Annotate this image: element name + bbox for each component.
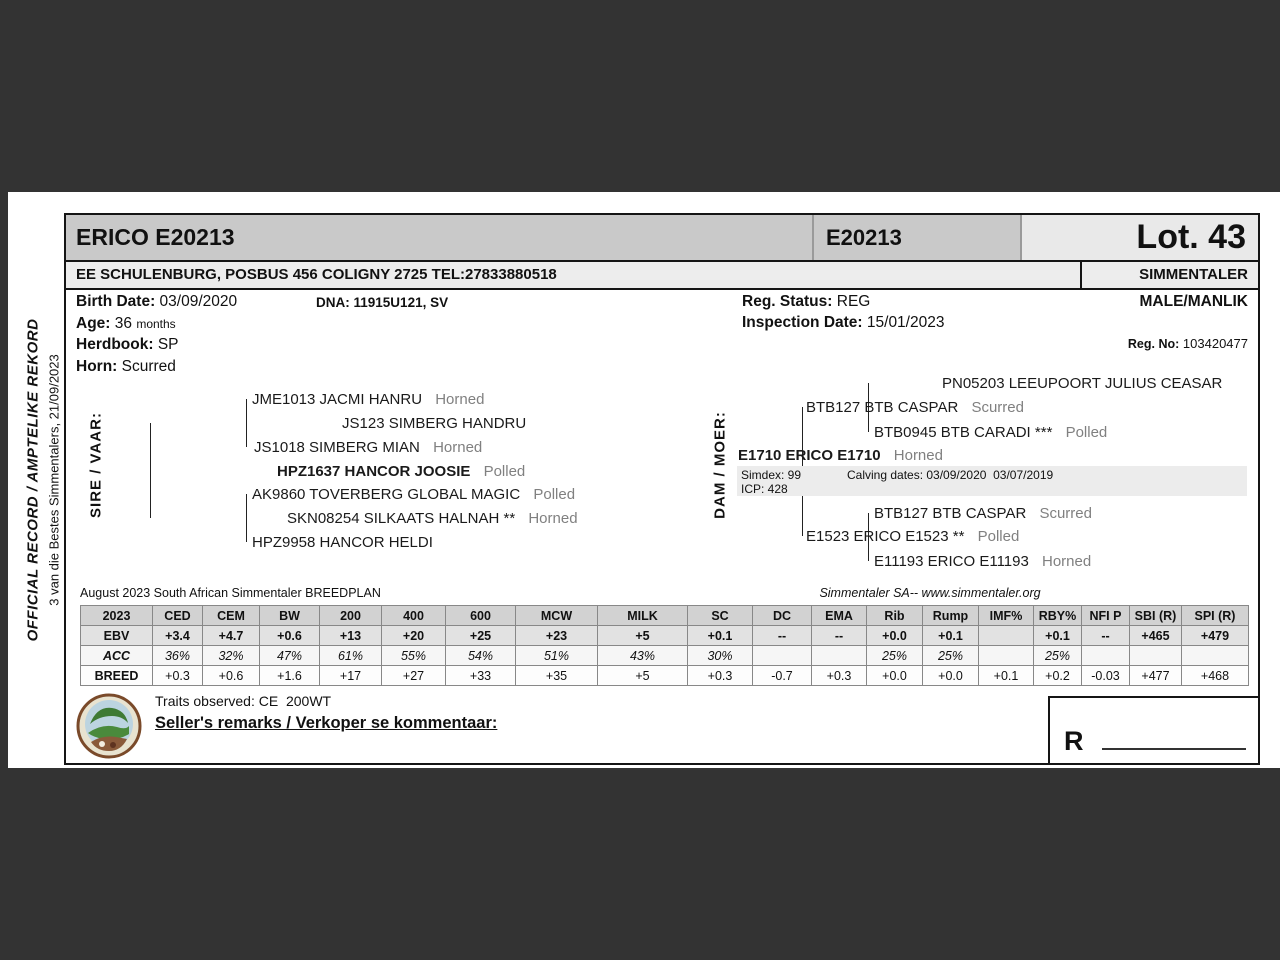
breed-cell: -0.7 <box>753 666 812 686</box>
animal-name: JS1018 SIMBERG MIAN <box>254 439 420 456</box>
simdex-value: Simdex: 99 <box>741 468 802 482</box>
ebv-table <box>80 605 1249 686</box>
acc-cell <box>1130 646 1182 666</box>
acc-cell: 54% <box>446 646 516 666</box>
col-header: RBY% <box>1034 606 1082 626</box>
reg-status-label: Reg. Status: <box>742 293 833 310</box>
dam-heading: DAM / MOER: <box>711 411 729 519</box>
side-text-sale-name: 3 van die Bestes Simmentalers, 21/09/2023 <box>46 354 62 606</box>
pedigree-entry <box>874 424 1107 441</box>
col-header: SBI (R) <box>1130 606 1182 626</box>
ebv-cell: +465 <box>1130 626 1182 646</box>
animal-name: AK9860 TOVERBERG GLOBAL MAGIC <box>252 486 521 503</box>
horn-status: Scurred <box>1039 505 1092 522</box>
pedigree-entry <box>252 534 442 551</box>
col-header: Rump <box>923 606 979 626</box>
acc-cell: 30% <box>688 646 753 666</box>
dna-row <box>316 295 448 310</box>
breed-name: SIMMENTALER <box>1080 262 1258 288</box>
dam-stats-band <box>737 466 1247 496</box>
acc-cell <box>979 646 1034 666</box>
ebv-cell: +0.1 <box>1034 626 1082 646</box>
age-unit: months <box>136 317 176 331</box>
col-header: DC <box>753 606 812 626</box>
acc-row <box>81 646 1249 666</box>
ebv-cell: +4.7 <box>203 626 260 646</box>
breed-cell: +0.3 <box>688 666 753 686</box>
ebv-cell: +0.6 <box>260 626 320 646</box>
birth-date-value: 03/09/2020 <box>159 293 238 310</box>
col-header: 400 <box>382 606 446 626</box>
pedigree-entry <box>252 391 484 408</box>
pedigree-line <box>246 399 247 447</box>
ebv-row <box>81 626 1249 646</box>
row-label: BREED <box>81 666 153 686</box>
breed-cell: +468 <box>1182 666 1249 686</box>
col-header: CED <box>153 606 203 626</box>
lot-card <box>64 213 1260 765</box>
pedigree-line <box>246 494 247 542</box>
simmentaler-caption: Simmentaler SA-- www.simmentaler.org <box>819 586 1041 600</box>
pedigree-line <box>150 423 151 518</box>
price-blank-line <box>1102 748 1246 750</box>
seller-remarks-heading: Seller's remarks / Verkoper se kommentaar: <box>155 714 498 732</box>
ebv-cell: +25 <box>446 626 516 646</box>
horn-status: Horned <box>433 439 483 456</box>
acc-cell: 25% <box>1034 646 1082 666</box>
herdbook-label: Herdbook: <box>76 336 154 353</box>
horn-status: Horned <box>435 391 485 408</box>
reg-status-value: REG <box>836 293 871 310</box>
horn-status: Horned <box>893 447 943 464</box>
sire-heading: SIRE / VAAR: <box>87 412 105 518</box>
breed-cell: +27 <box>382 666 446 686</box>
ebv-cell: +3.4 <box>153 626 203 646</box>
dna-label: DNA: <box>316 295 350 310</box>
col-header: MCW <box>516 606 598 626</box>
acc-cell: 51% <box>516 646 598 666</box>
animal-name: BTB127 BTB CASPAR <box>874 505 1027 522</box>
ebv-cell: -- <box>1082 626 1130 646</box>
price-currency-label: R <box>1064 726 1084 756</box>
col-header: EMA <box>812 606 867 626</box>
col-header: BW <box>260 606 320 626</box>
dark-margin-bottom <box>0 768 1280 960</box>
acc-cell: 25% <box>923 646 979 666</box>
col-header: 2023 <box>81 606 153 626</box>
horn-status: Horned <box>528 510 578 527</box>
icp-value: ICP: 428 <box>741 482 788 496</box>
sex-label: MALE/MANLIK <box>1139 293 1248 310</box>
ebv-cell: +0.1 <box>923 626 979 646</box>
animal-name: HPZ1637 HANCOR JOOSIE <box>277 463 471 480</box>
breed-cell: +33 <box>446 666 516 686</box>
acc-cell <box>1082 646 1130 666</box>
col-header: CEM <box>203 606 260 626</box>
dark-margin-left <box>0 192 8 768</box>
acc-cell <box>812 646 867 666</box>
col-header: SPI (R) <box>1182 606 1249 626</box>
horn-label: Horn: <box>76 358 118 375</box>
horn-row <box>76 358 176 376</box>
horn-status: Horned <box>1042 553 1092 570</box>
reg-status-row <box>742 293 870 311</box>
side-text-official-record: OFFICIAL RECORD / AMPTELIKE REKORD <box>24 318 42 642</box>
horn-status: Polled <box>1065 424 1108 441</box>
pedigree-entry <box>287 510 578 527</box>
horn-status: Scurred <box>971 399 1024 416</box>
lot-number: Lot. 43 <box>1020 215 1258 260</box>
ebv-cell <box>979 626 1034 646</box>
birth-date-label: Birth Date: <box>76 293 156 310</box>
animal-name: E1523 ERICO E1523 ** <box>806 528 965 545</box>
col-header: 600 <box>446 606 516 626</box>
price-box <box>1048 696 1258 763</box>
breed-cell: +0.3 <box>812 666 867 686</box>
breed-cell: +0.3 <box>153 666 203 686</box>
acc-cell: 36% <box>153 646 203 666</box>
age-value: 36 <box>114 315 133 332</box>
inspection-label: Inspection Date: <box>742 314 863 331</box>
breeder-row <box>66 262 1258 290</box>
animal-name: BTB0945 BTB CARADI *** <box>874 424 1053 441</box>
breed-row <box>81 666 1249 686</box>
ebv-cell: +0.0 <box>867 626 923 646</box>
reg-no-label: Reg. No: <box>1127 337 1180 351</box>
pedigree-entry <box>252 486 575 503</box>
row-label: ACC <box>81 646 153 666</box>
ebv-cell: +479 <box>1182 626 1249 646</box>
reg-no-row <box>1128 336 1248 351</box>
breed-cell: +0.2 <box>1034 666 1082 686</box>
breed-cell: +35 <box>516 666 598 686</box>
breed-cell: +0.0 <box>923 666 979 686</box>
pedigree-entry <box>874 505 1092 522</box>
pedigree-entry <box>254 439 482 456</box>
pedigree-entry <box>942 375 1231 392</box>
age-row <box>76 315 176 333</box>
col-header: MILK <box>598 606 688 626</box>
card-header <box>66 215 1258 262</box>
ebv-cell: +5 <box>598 626 688 646</box>
breedplan-caption: August 2023 South African Simmentaler BREEDPLAN <box>80 586 381 600</box>
ebv-cell: +0.1 <box>688 626 753 646</box>
dark-margin-top <box>0 0 1280 192</box>
animal-name: JS123 SIMBERG HANDRU <box>342 415 527 432</box>
pedigree-entry-dam <box>738 447 943 464</box>
traits-observed: Traits observed: CE 200WT <box>155 693 332 709</box>
breed-cell: +0.0 <box>867 666 923 686</box>
horn-value: Scurred <box>121 358 176 375</box>
breed-cell: +477 <box>1130 666 1182 686</box>
breed-cell: +0.6 <box>203 666 260 686</box>
col-header: SC <box>688 606 753 626</box>
calving-dates: Calving dates: 03/09/2020 03/07/2019 <box>847 468 1054 482</box>
animal-name: E11193 ERICO E11193 <box>874 553 1029 570</box>
row-label: EBV <box>81 626 153 646</box>
herdbook-row <box>76 336 179 354</box>
herdbook-value: SP <box>157 336 179 353</box>
ebv-header-row <box>81 606 1249 626</box>
breed-cell: +1.6 <box>260 666 320 686</box>
breed-cell: -0.03 <box>1082 666 1130 686</box>
birth-date-row <box>76 293 237 311</box>
animal-name: BTB127 BTB CASPAR <box>806 399 959 416</box>
ebv-cell: +20 <box>382 626 446 646</box>
pedigree-entry-sire <box>277 463 525 480</box>
animal-id: E20213 <box>812 215 1020 260</box>
acc-cell: 55% <box>382 646 446 666</box>
col-header: Rib <box>867 606 923 626</box>
inspection-row <box>742 314 944 332</box>
animal-name: PN05203 LEEUPOORT JULIUS CEASAR <box>942 375 1223 392</box>
horn-status: Polled <box>483 463 526 480</box>
acc-cell: 43% <box>598 646 688 666</box>
horn-status: Polled <box>977 528 1020 545</box>
acc-cell: 32% <box>203 646 260 666</box>
breeder-address: EE SCHULENBURG, POSBUS 456 COLIGNY 2725 TEL:27833880518 <box>76 266 557 283</box>
acc-cell: 61% <box>320 646 382 666</box>
ebv-cell: -- <box>812 626 867 646</box>
reg-no-value: 103420477 <box>1182 336 1248 351</box>
pedigree-entry <box>874 553 1091 570</box>
animal-name-title: ERICO E20213 <box>76 224 235 250</box>
dna-value: 11915U121, SV <box>353 295 449 310</box>
animal-name: E1710 ERICO E1710 <box>738 447 881 464</box>
col-header: IMF% <box>979 606 1034 626</box>
pedigree-entry <box>806 528 1019 545</box>
pedigree-entry <box>342 415 535 432</box>
ebv-cell: +23 <box>516 626 598 646</box>
ebv-cell: +13 <box>320 626 382 646</box>
acc-cell <box>1182 646 1249 666</box>
col-header: 200 <box>320 606 382 626</box>
age-label: Age: <box>76 315 111 332</box>
ebv-cell: -- <box>753 626 812 646</box>
acc-cell <box>753 646 812 666</box>
animal-name: HPZ9958 HANCOR HELDI <box>252 534 433 551</box>
horn-status: Polled <box>533 486 576 503</box>
animal-name: JME1013 JACMI HANRU <box>252 391 423 408</box>
animal-name: SKN08254 SILKAATS HALNAH ** <box>287 510 516 527</box>
breed-cell: +17 <box>320 666 382 686</box>
breed-cell: +0.1 <box>979 666 1034 686</box>
col-header: NFI P <box>1082 606 1130 626</box>
pedigree-entry <box>806 399 1024 416</box>
breed-cell: +5 <box>598 666 688 686</box>
acc-cell: 25% <box>867 646 923 666</box>
inspection-value: 15/01/2023 <box>866 314 945 331</box>
simmentaler-logo-icon <box>76 693 142 759</box>
acc-cell: 47% <box>260 646 320 666</box>
